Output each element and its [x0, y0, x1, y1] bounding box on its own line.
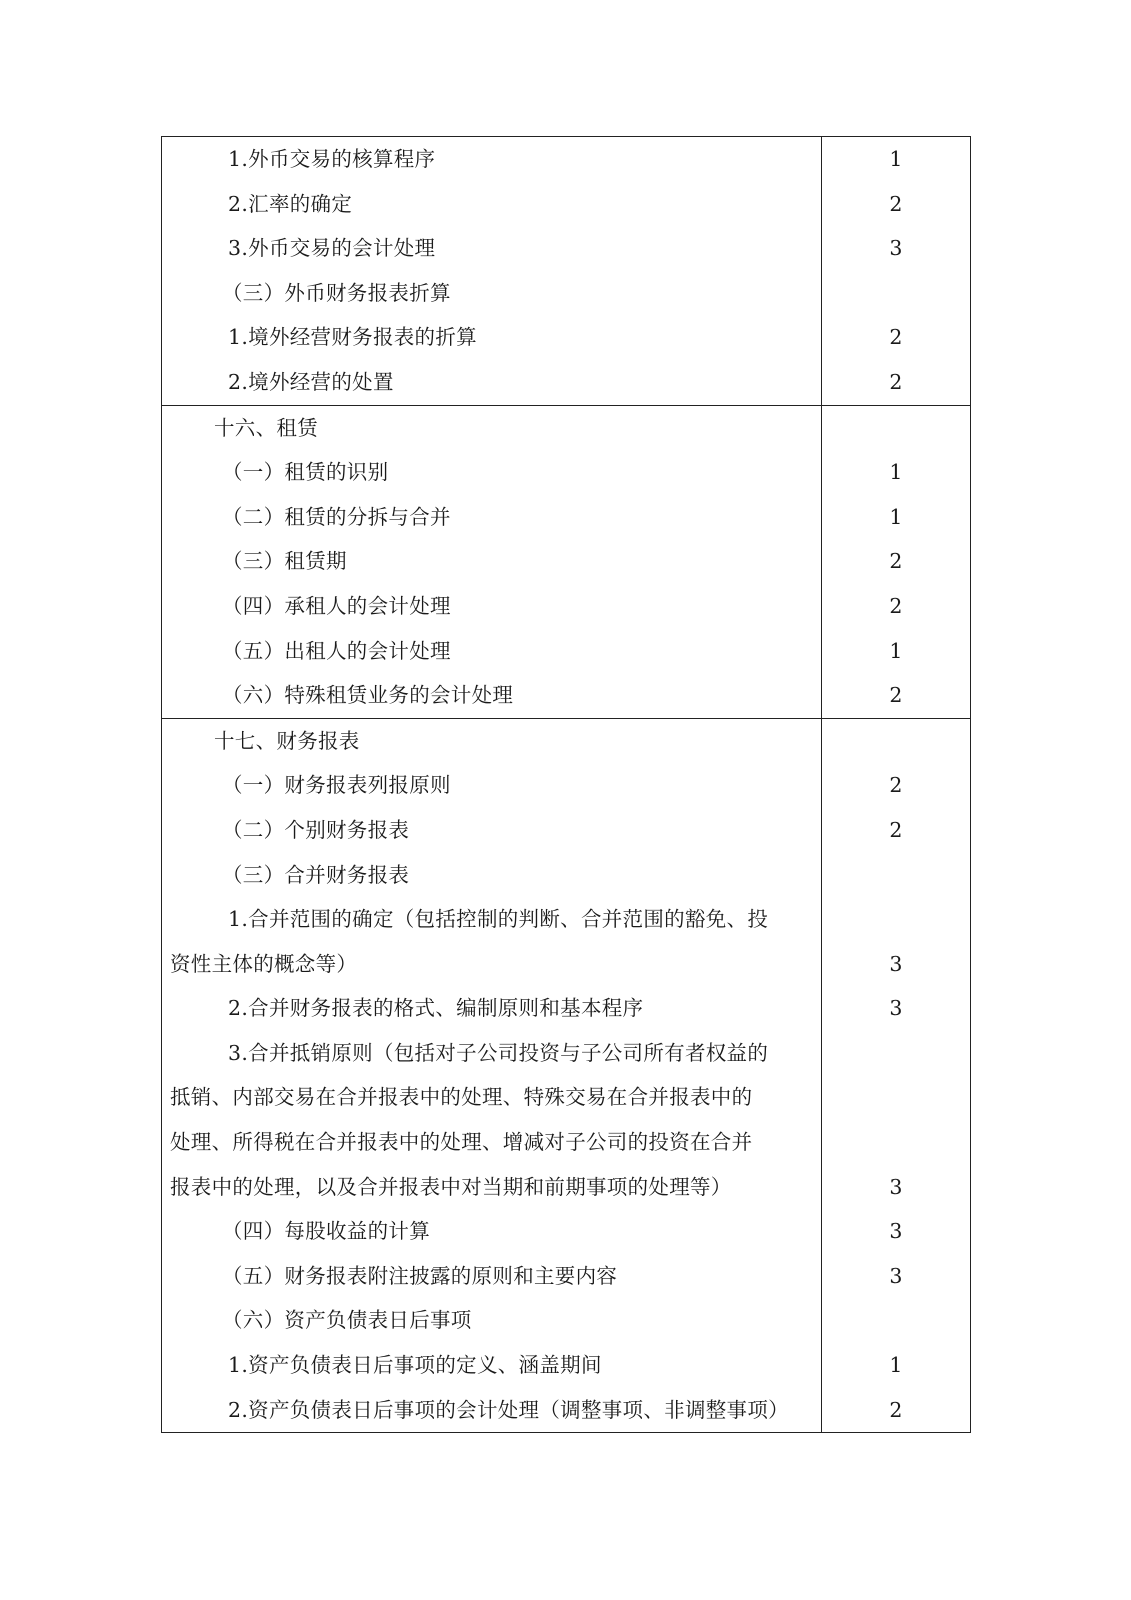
level-value: 2 — [889, 549, 903, 574]
topic-line: （三）租赁期 — [222, 549, 347, 574]
section-levels-cell — [822, 137, 971, 406]
topic-line: （二）个别财务报表 — [222, 817, 410, 842]
syllabus-table-body — [162, 137, 971, 1433]
section-topics-cell — [162, 137, 822, 406]
topic-line: 1.境外经营财务报表的折算 — [228, 325, 477, 350]
level-value: 2 — [889, 817, 903, 842]
topic-line: （一）租赁的识别 — [222, 460, 389, 485]
level-value: 3 — [889, 1219, 903, 1244]
topic-line: （六）资产负债表日后事项 — [222, 1308, 472, 1333]
level-value — [822, 271, 970, 316]
topic-line: （六）特殊租赁业务的会计处理 — [222, 683, 514, 708]
section-levels-cell — [822, 718, 971, 1433]
level-value: 1 — [889, 638, 903, 663]
topic-line: 3.合并抵销原则（包括对子公司投资与子公司所有者权益的 — [228, 1040, 769, 1065]
section-topics-cell — [162, 405, 822, 718]
level-value: 2 — [889, 369, 903, 394]
section-levels-cell — [822, 405, 971, 718]
topic-line: 2.资产负债表日后事项的会计处理（调整事项、非调整事项） — [228, 1397, 789, 1422]
level-value: 1 — [889, 504, 903, 529]
level-value: 3 — [889, 1174, 903, 1199]
level-value — [822, 1120, 970, 1165]
topic-line: （三）合并财务报表 — [222, 862, 410, 887]
topic-line: 十七、财务报表 — [214, 728, 360, 753]
topic-line: 2.汇率的确定 — [228, 191, 353, 216]
level-value: 2 — [889, 593, 903, 618]
table-section — [162, 405, 971, 718]
topic-line: 十六、租赁 — [214, 415, 318, 440]
level-value — [822, 853, 970, 898]
topic-line: 资性主体的概念等） — [170, 951, 358, 976]
level-value: 3 — [889, 951, 903, 976]
level-value: 3 — [889, 996, 903, 1021]
topic-line: 1.资产负债表日后事项的定义、涵盖期间 — [228, 1353, 602, 1378]
level-value: 1 — [889, 147, 903, 171]
level-value: 2 — [889, 325, 903, 350]
level-value: 2 — [889, 773, 903, 798]
topic-line: （二）租赁的分拆与合并 — [222, 504, 451, 529]
topic-line: 处理、所得税在合并报表中的处理、增减对子公司的投资在合并 — [170, 1130, 753, 1155]
level-value — [822, 719, 970, 764]
level-value — [822, 897, 970, 942]
topic-line: （三）外币财务报表折算 — [222, 280, 451, 305]
topic-line: 抵销、内部交易在合并报表中的处理、特殊交易在合并报表中的 — [170, 1085, 753, 1110]
section-topics-cell — [162, 718, 822, 1433]
level-value: 3 — [889, 1263, 903, 1288]
topic-line: 2.合并财务报表的格式、编制原则和基本程序 — [228, 996, 644, 1021]
topic-line: 1.外币交易的核算程序 — [228, 147, 436, 171]
topic-line: （四）承租人的会计处理 — [222, 593, 451, 618]
level-value — [822, 406, 970, 451]
level-value: 2 — [889, 191, 903, 216]
topic-line: （五）财务报表附注披露的原则和主要内容 — [222, 1263, 618, 1288]
level-value — [822, 1298, 970, 1343]
topic-line: 2.境外经营的处置 — [228, 369, 394, 394]
level-value: 1 — [889, 1353, 903, 1378]
level-value: 1 — [889, 460, 903, 485]
level-value — [822, 1031, 970, 1076]
level-value: 2 — [889, 683, 903, 708]
topic-line: （四）每股收益的计算 — [222, 1219, 430, 1244]
topic-line: 1.合并范围的确定（包括控制的判断、合并范围的豁免、投 — [228, 907, 769, 932]
level-value: 3 — [889, 236, 903, 261]
table-section — [162, 137, 971, 406]
syllabus-table — [161, 136, 971, 1433]
level-value: 2 — [889, 1397, 903, 1422]
level-value — [822, 1075, 970, 1120]
topic-line: 3.外币交易的会计处理 — [228, 236, 436, 261]
topic-line: 报表中的处理，以及合并报表中对当期和前期事项的处理等） — [170, 1174, 732, 1199]
topic-line: （五）出租人的会计处理 — [222, 638, 451, 663]
topic-line: （一）财务报表列报原则 — [222, 773, 451, 798]
table-section — [162, 718, 971, 1433]
